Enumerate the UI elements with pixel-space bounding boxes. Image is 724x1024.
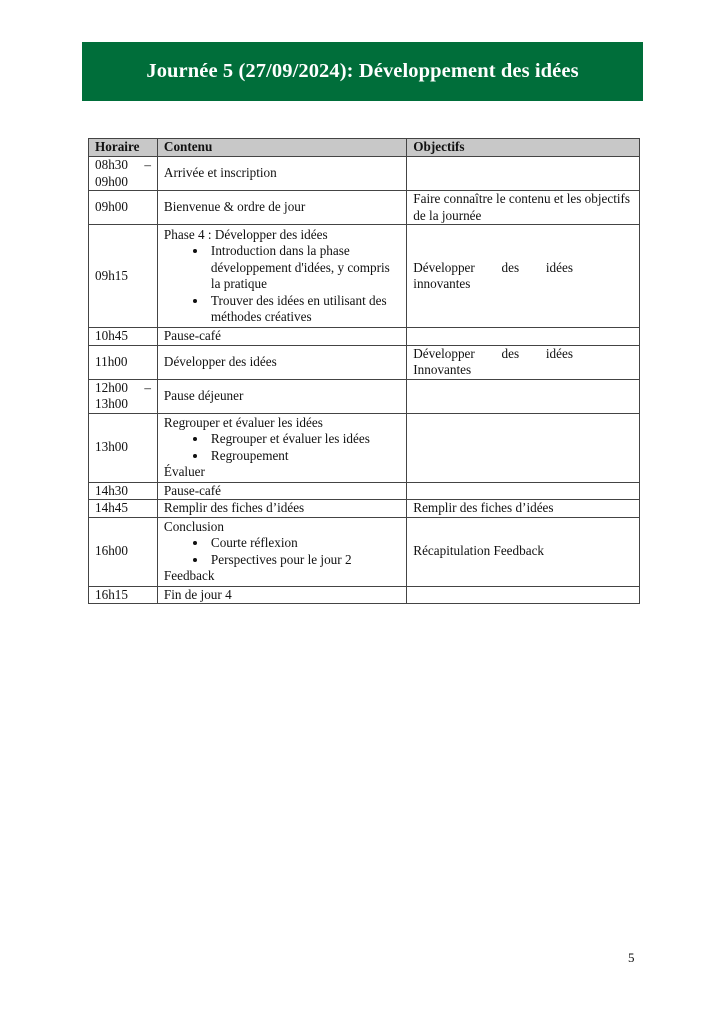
time-text: 08h30 – 09h00 [95, 157, 151, 189]
objective-word: Développer [413, 345, 475, 361]
column-header-horaire: Horaire [89, 139, 158, 157]
content-heading: Regrouper et évaluer les idées [163, 414, 323, 430]
table-row [89, 586, 640, 604]
objective-cell [407, 225, 640, 328]
table-row [89, 500, 640, 518]
objective-cell [407, 586, 640, 604]
time-cell: 09h00 [89, 191, 158, 225]
time-cell: 10h45 [89, 328, 158, 346]
objective-line: innovantes [413, 276, 471, 291]
objective-cell [407, 328, 640, 346]
content-bullet-list [164, 431, 400, 464]
objective-cell [407, 157, 640, 191]
objective-cell: Remplir des fiches d’idées [407, 500, 640, 518]
content-bullet: • Courte réflexion [208, 535, 400, 552]
objective-cell [407, 345, 640, 379]
column-header-contenu: Contenu [157, 139, 406, 157]
table-row [89, 225, 640, 328]
objective-cell [407, 482, 640, 500]
content-bullet: • Regroupement [208, 448, 400, 465]
time-cell: 16h15 [89, 586, 158, 604]
content-bullet-list [164, 535, 400, 568]
time-cell [89, 157, 158, 191]
objective-cell [407, 379, 640, 413]
content-cell [157, 413, 406, 482]
objective-word: Développer [413, 259, 475, 275]
content-cell [157, 225, 406, 328]
time-cell: 11h00 [89, 345, 158, 379]
content-cell: Arrivée et inscription [157, 157, 406, 191]
table-row [89, 517, 640, 586]
objective-cell: Faire connaître le contenu et les objectifs de la journée [407, 191, 640, 225]
content-cell: Pause déjeuner [157, 379, 406, 413]
time-cell: 09h15 [89, 225, 158, 328]
content-cell: Développer des idées [157, 345, 406, 379]
content-cell: Fin de jour 4 [157, 586, 406, 604]
table-row [89, 328, 640, 346]
content-bullet: • Perspectives pour le jour 2 [208, 552, 400, 569]
content-heading: Phase 4 : Développer des idées [163, 226, 328, 242]
content-cell: Pause-café [157, 482, 406, 500]
objective-word: idées [545, 345, 573, 361]
content-cell: Bienvenue & ordre de jour [157, 191, 406, 225]
time-cell [89, 379, 158, 413]
content-heading: Conclusion [163, 518, 224, 534]
content-bullet: • Regrouper et évaluer les idées [208, 431, 400, 448]
table-row [89, 345, 640, 379]
table-row [89, 379, 640, 413]
column-header-objectifs: Objectifs [407, 139, 640, 157]
objective-line: Innovantes [413, 362, 472, 377]
schedule-table [88, 138, 640, 604]
content-footer-text: Feedback [163, 568, 215, 583]
table-row [89, 482, 640, 500]
time-cell: 16h00 [89, 517, 158, 586]
content-cell: Remplir des fiches d’idées [157, 500, 406, 518]
title-banner [82, 42, 643, 101]
content-cell [157, 517, 406, 586]
time-cell: 14h30 [89, 482, 158, 500]
objective-word: des [501, 259, 520, 275]
table-row [89, 413, 640, 482]
page-title: Journée 5 (27/09/2024): Développement des idées [146, 60, 579, 82]
objective-word: idées [545, 259, 573, 275]
objective-line [413, 346, 633, 363]
objective-cell: Récapitulation Feedback [407, 517, 640, 586]
table-header-row [89, 139, 640, 157]
page-number: 5 [628, 950, 635, 965]
time-cell: 14h45 [89, 500, 158, 518]
table-row [89, 157, 640, 191]
content-bullet: • Introduction dans la phase développement d'idées, y compris la pratique [208, 243, 400, 293]
content-cell: Pause-café [157, 328, 406, 346]
content-bullet-list [164, 243, 400, 326]
table-row [89, 191, 640, 225]
objective-cell [407, 413, 640, 482]
time-cell: 13h00 [89, 413, 158, 482]
objective-line [413, 260, 633, 277]
objective-word: des [501, 345, 520, 361]
content-bullet: • Trouver des idées en utilisant des méthodes créatives [208, 293, 400, 326]
time-text: 12h00 – 13h00 [95, 379, 151, 411]
content-footer-text: Évaluer [163, 464, 205, 479]
